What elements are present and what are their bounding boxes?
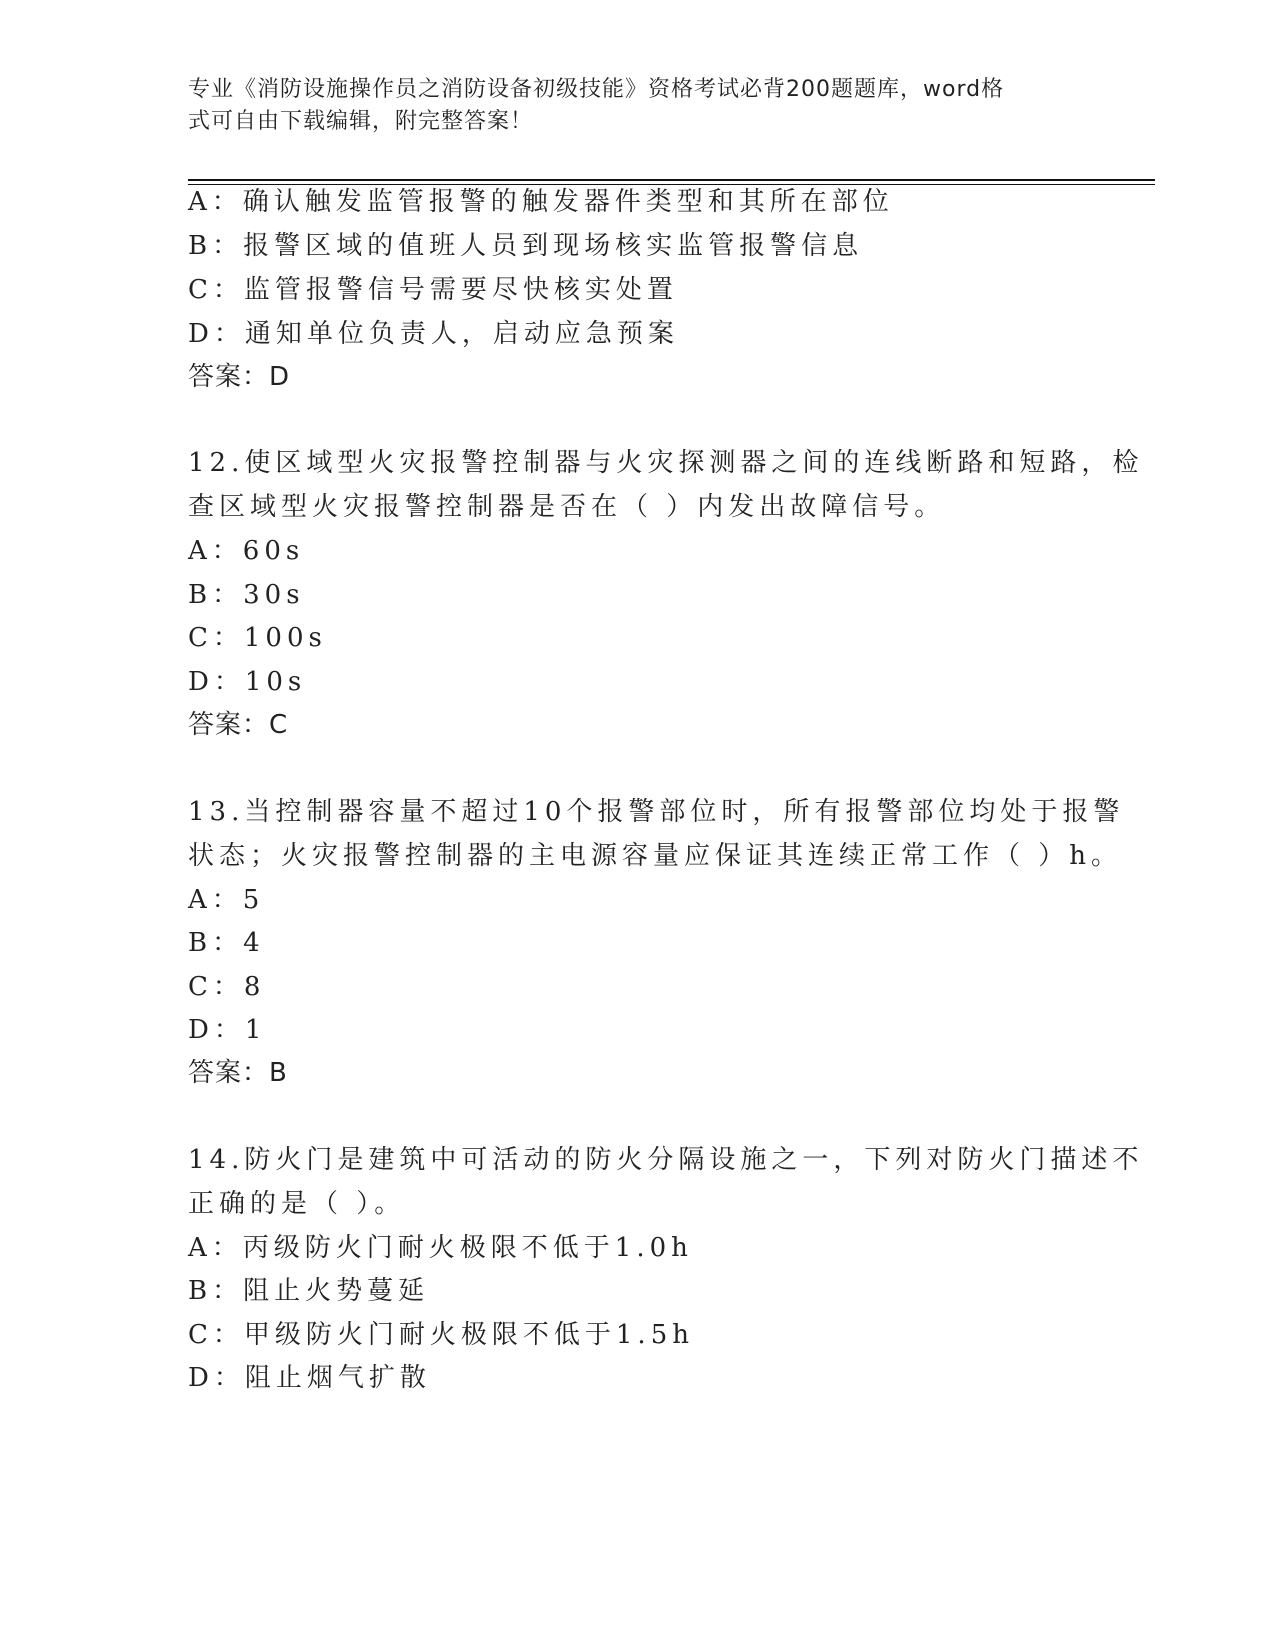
q13-option-c: C：8	[188, 972, 266, 1002]
q13-option-d: D：1	[188, 1015, 267, 1045]
q11-option-d: D：通知单位负责人，启动应急预案	[188, 319, 679, 349]
q12-option-b: B：30s	[188, 580, 305, 610]
q13-question-line-1: 13.当控制器容量不超过10个报警部位时，所有报警部位均处于报警	[188, 797, 1125, 827]
q12-question-line-2: 查区域型火灾报警控制器是否在（ ）内发出故障信号。	[188, 492, 946, 522]
q14-option-b: B：阻止火势蔓延	[188, 1276, 430, 1306]
header-divider-thick	[188, 179, 1155, 181]
header-divider-thin	[188, 184, 1155, 185]
header-line-1: 专业《消防设施操作员之消防设备初级技能》资格考试必背200题题库，word格	[188, 77, 1005, 102]
q12-option-d: D：10s	[188, 667, 307, 697]
q11-option-b: B：报警区域的值班人员到现场核实监管报警信息	[188, 231, 864, 261]
q14-option-d: D：阻止烟气扩散	[188, 1363, 431, 1393]
q13-option-a: A：5	[188, 885, 265, 915]
q14-option-c: C：甲级防火门耐火极限不低于1.5h	[188, 1320, 694, 1350]
q11-answer: 答案：D	[188, 362, 291, 392]
q13-option-b: B：4	[188, 928, 265, 958]
q12-question-line-1: 12.使区域型火灾报警控制器与火灾探测器之间的连线断路和短路，检	[188, 448, 1144, 478]
document-header	[188, 74, 1068, 138]
header-line-2: 式可自由下载编辑，附完整答案！	[188, 109, 534, 134]
q14-question-line-1: 14.防火门是建筑中可活动的防火分隔设施之一，下列对防火门描述不	[188, 1145, 1144, 1175]
q14-question-line-2: 正确的是（ ）。	[188, 1189, 406, 1219]
q13-question-line-2: 状态；火灾报警控制器的主电源容量应保证其连续正常工作（ ）h。	[188, 841, 1123, 871]
q11-option-c: C：监管报警信号需要尽快核实处置	[188, 275, 678, 305]
q13-answer: 答案：B	[188, 1058, 288, 1088]
q11-option-a: A：确认触发监管报警的触发器件类型和其所在部位	[188, 187, 894, 217]
q12-option-c: C：100s	[188, 623, 327, 653]
q12-option-a: A：60s	[188, 536, 305, 566]
q12-answer: 答案：C	[188, 710, 289, 740]
q14-option-a: A：丙级防火门耐火极限不低于1.0h	[188, 1233, 693, 1263]
